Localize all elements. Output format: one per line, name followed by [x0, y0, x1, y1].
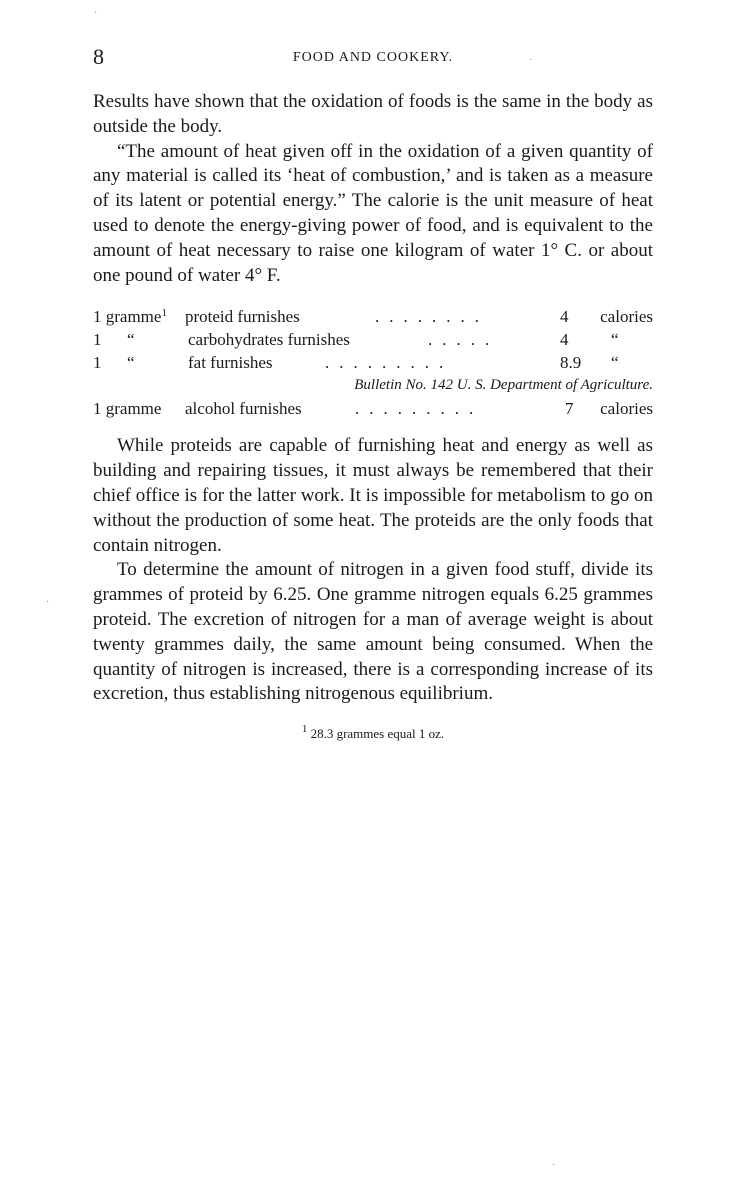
table-source: Bulletin No. 142 U. S. Department of Agriculture. [354, 377, 653, 394]
row-quantity: 1 [93, 353, 102, 373]
table-row-fat [93, 351, 653, 374]
calorie-table [93, 305, 653, 420]
row-description: carbohydrates furnishes [188, 330, 350, 350]
row-quantity: 1 [93, 330, 102, 350]
scan-speck: · [46, 597, 50, 608]
table-row-proteid [93, 305, 653, 328]
ditto-mark: “ [127, 353, 135, 373]
row-unit: “ [611, 353, 619, 373]
table-row-carbohydrates [93, 328, 653, 351]
row-quantity: 1 gramme [93, 399, 162, 419]
row-description: alcohol furnishes [185, 399, 302, 419]
row-unit: “ [611, 330, 619, 350]
paragraph-proteids: While proteids are capable of furnishing heat and energy as well as building and repairing tissues, it must always be remembered that their chief office is for the latter work. It is impossible for metabolism to go on without the production of some heat. The proteids are the only foods that contain nitrogen. [93, 435, 653, 556]
leader-dots: ..... [428, 330, 500, 350]
footnote [93, 725, 653, 743]
row-quantity: 1 gramme [93, 307, 162, 327]
footnote-ref: 1 [161, 307, 167, 320]
page-header [93, 40, 653, 70]
page-number: 8 [93, 44, 104, 69]
leader-dots: ........ [375, 307, 489, 327]
footnote-marker: 1 [301, 723, 308, 736]
row-description: fat furnishes [188, 353, 273, 373]
paragraph-heat-of-combustion: “The amount of heat given off in the oxidation of a given quantity of any material is called its ‘heat of combustion,’ and is taken as a measure of its latent or potential energy.” The calorie is the unit measure of heat used to denote the energy-giving power of food, and is equivalent to the amount of heat necessary to raise one kilogram of water 1° C. or about one pound of water 4° F. [93, 140, 653, 286]
leader-dots: ......... [355, 399, 484, 419]
paragraph-nitrogen: To determine the amount of nitrogen in a given food stuff, divide its grammes of proteid by 6.25. One gramme nitrogen equals 6.25 grammes proteid. The excretion of nitrogen for a man of average weight is about twenty grammes daily, the same amount being consumed. When the quantity of nitrogen is increased, there is a corresponding increase of its excretion, thus establishing nitrogenous equilibrium. [93, 559, 653, 705]
ditto-mark: “ [127, 330, 135, 350]
row-unit: calories [600, 399, 653, 419]
running-title: FOOD AND COOKERY. [292, 50, 454, 65]
row-value: 4 [560, 307, 569, 327]
scan-speck: · [94, 8, 98, 19]
scan-speck: · [529, 55, 533, 66]
row-unit: calories [600, 307, 653, 327]
row-value: 4 [560, 330, 569, 350]
book-page [93, 40, 653, 743]
scan-speck: · [552, 1160, 556, 1171]
table-row-alcohol [93, 397, 653, 420]
footnote-text: 28.3 grammes equal 1 oz. [310, 726, 445, 742]
row-value: 8.9 [560, 353, 582, 373]
row-description: proteid furnishes [185, 307, 300, 327]
leader-dots: ......... [325, 353, 454, 373]
paragraph-oxidation: Results have shown that the oxidation of foods is the same in the body as outside the body. [93, 91, 653, 137]
row-value: 7 [565, 399, 574, 419]
